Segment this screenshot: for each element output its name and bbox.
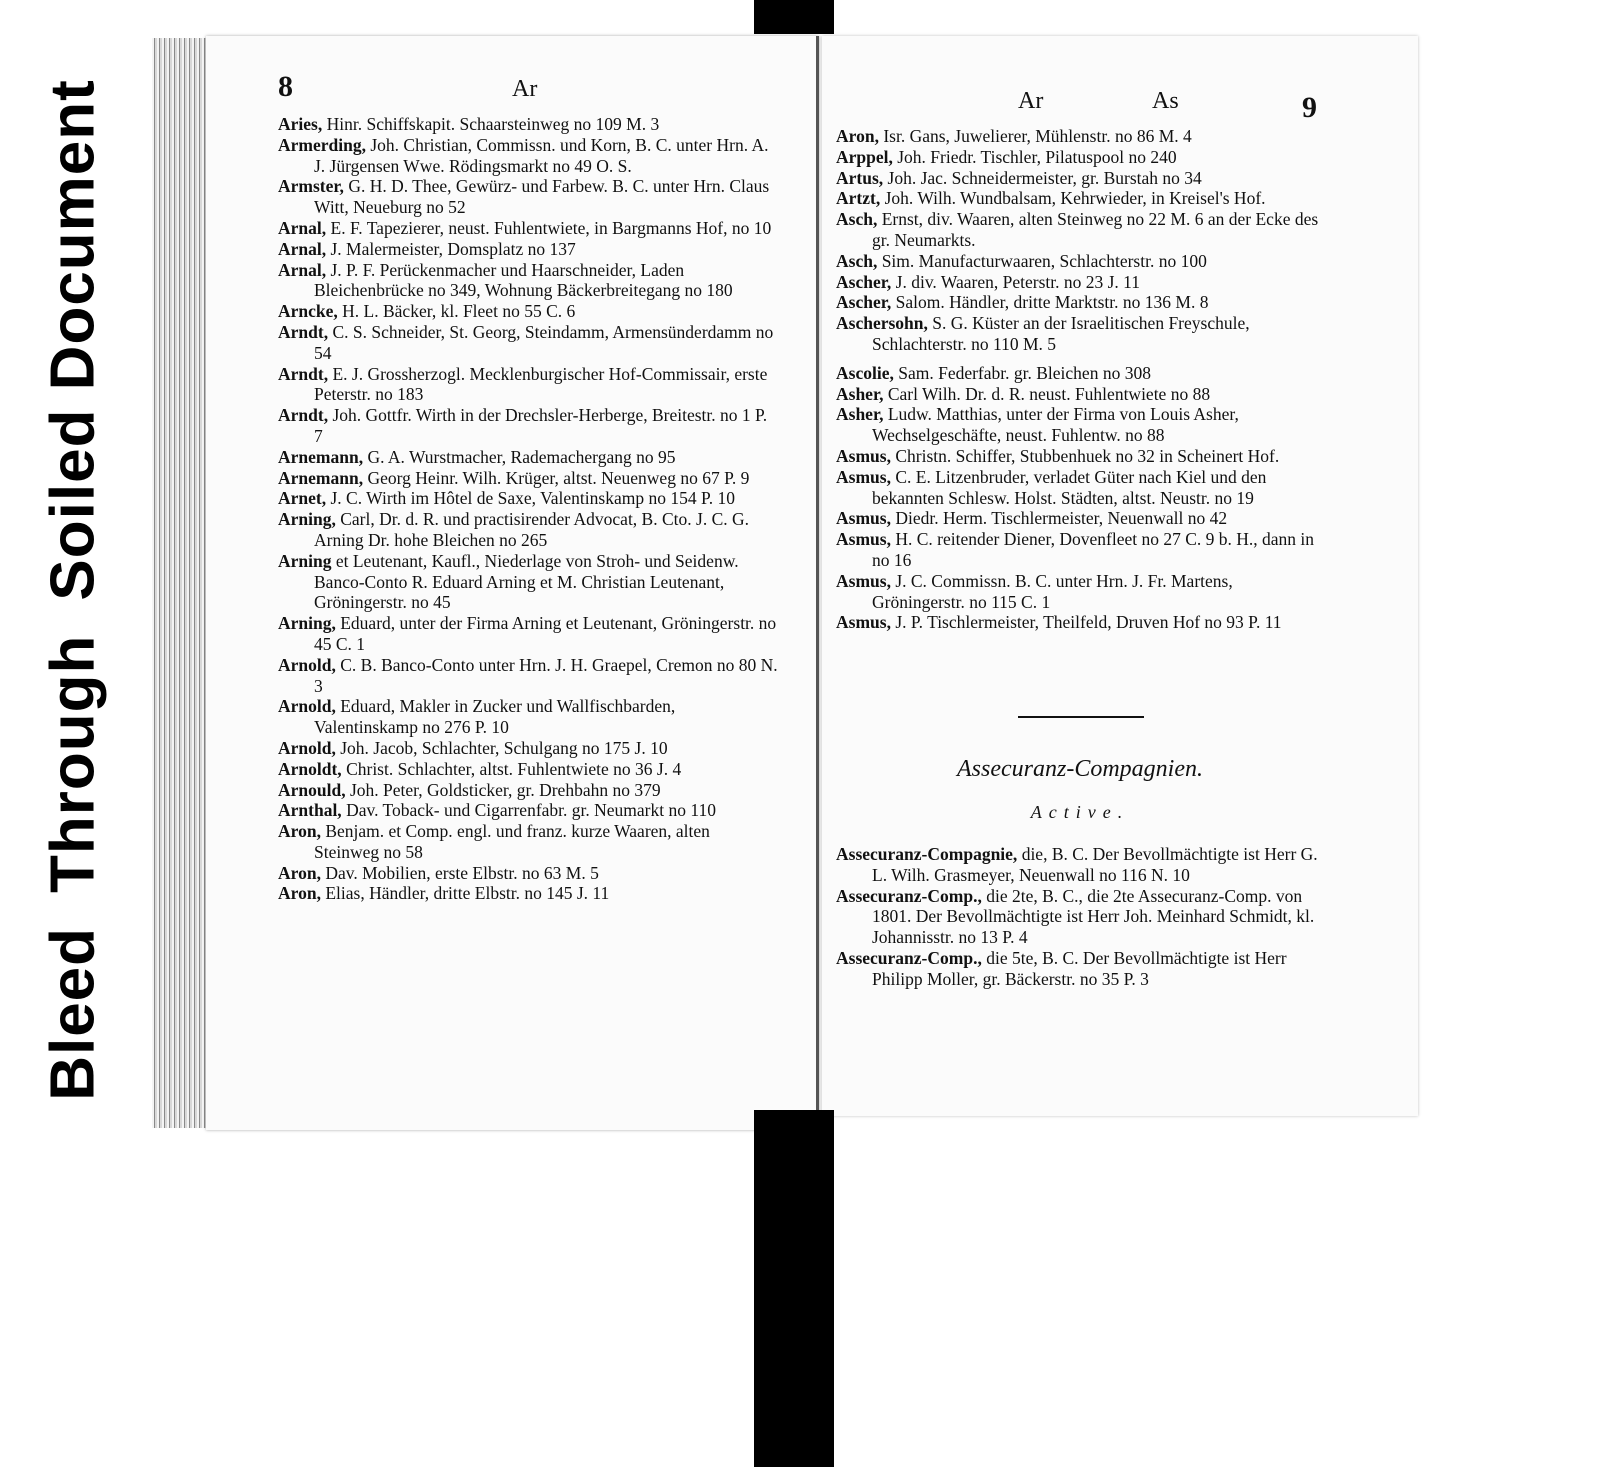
entry-name: Asmus, (836, 466, 891, 487)
directory-entry (836, 384, 1324, 405)
directory-entry (278, 696, 778, 738)
directory-entry (836, 126, 1324, 147)
running-head: Ar (512, 76, 538, 102)
directory-entry (278, 780, 778, 801)
entry-name: Arnoldt, (278, 758, 342, 779)
stamp-word: Through (38, 634, 108, 893)
stamp-word: Soiled Document (38, 79, 108, 601)
entry-name: Asmus, (836, 612, 891, 633)
subsection-title: Active. (1030, 802, 1130, 822)
entry-details: Eduard, unter der Firma Arning et Leutenant, Gröningerstr. no 45 C. 1 (314, 613, 777, 654)
entry-details: Ludw. Matthias, unter der Firma von Louis Asher, Wechselgeschäfte, neust. Fuhlentw. no 88 (872, 404, 1239, 446)
entry-name: Asch, (836, 250, 878, 271)
entry-details: Joh. Jacob, Schlachter, Schulgang no 175 J. 10 (335, 737, 668, 758)
directory-entry (278, 135, 778, 177)
entry-name: Asmus, (836, 508, 891, 529)
directory-entry (836, 272, 1324, 293)
entry-name: Arnal, (278, 238, 327, 259)
entry-name: Arnold, (278, 654, 336, 675)
directory-entry (278, 239, 778, 260)
entry-name: Ascher, (836, 292, 892, 313)
binding-bar-bottom (754, 1110, 834, 1467)
directory-entry (836, 446, 1324, 467)
entry-details: die, B. C. Der Bevollmächtigte ist Herr G. L. Wilh. Grasmeyer, Neuenwall no 116 N. 10 (872, 844, 1318, 885)
entry-details: Carl, Dr. d. R. und practisirender Advocat, B. Cto. J. C. G. Arning Dr. hohe Bleichen no 265 (314, 509, 750, 550)
entry-details: Joh. Friedr. Tischler, Pilatuspool no 240 (892, 146, 1177, 167)
directory-entry (836, 571, 1324, 613)
section-entry-list (836, 844, 1324, 990)
entry-name: Arnould, (278, 779, 346, 800)
entry-details: E. J. Grossherzogl. Mecklenburgischer Hof-Commissair, erste Peterstr. no 183 (314, 363, 768, 405)
entry-name: Assecuranz-Comp., (836, 885, 982, 906)
directory-entry (836, 844, 1324, 886)
directory-entry (278, 863, 778, 884)
entry-name: Arning (278, 550, 332, 571)
entry-details: C. B. Banco-Conto unter Hrn. J. H. Graepel, Cremon no 80 N. 3 (314, 654, 778, 696)
entry-name: Arnthal, (278, 800, 342, 821)
quality-stamp (12, 80, 134, 1100)
entry-details: Joh. Peter, Goldsticker, gr. Drehbahn no 379 (345, 779, 661, 800)
right-page (822, 36, 1418, 1116)
directory-entry (836, 529, 1324, 571)
entry-name: Aries, (278, 114, 323, 134)
entry-details: G. A. Wurstmacher, Rademachergang no 95 (363, 446, 676, 467)
entry-list (278, 114, 778, 904)
entry-details: Salom. Händler, dritte Marktstr. no 136 M. 8 (891, 292, 1209, 313)
page-number: 8 (278, 70, 293, 103)
directory-entry (278, 260, 778, 302)
entry-details: Eduard, Makler in Zucker und Wallfischbarden, Valentinskamp no 276 P. 10 (314, 696, 676, 738)
entry-name: Arnet, (278, 488, 327, 509)
entry-name: Asch, (836, 209, 878, 230)
entry-name: Arppel, (836, 146, 893, 167)
entry-details: J. C. Commissn. B. C. unter Hrn. J. Fr. Martens, Gröningerstr. no 115 C. 1 (872, 570, 1233, 612)
entry-list (836, 126, 1324, 633)
section-rule (1018, 716, 1144, 718)
entry-details: J. C. Wirth im Hôtel de Saxe, Valentinskamp no 154 P. 10 (326, 488, 736, 509)
directory-entry (836, 313, 1324, 355)
directory-entry (278, 322, 778, 364)
directory-entry (278, 218, 778, 239)
entry-details: Hinr. Schiffskapit. Schaarsteinweg no 109 M. 3 (322, 114, 660, 134)
directory-entry (836, 209, 1324, 251)
entry-name: Artus, (836, 167, 884, 188)
entry-name: Armerding, (278, 134, 366, 155)
entry-name: Asher, (836, 404, 884, 425)
left-page (206, 36, 819, 1130)
entry-details: Dav. Toback- und Cigarrenfabr. gr. Neumarkt no 110 (341, 800, 716, 821)
entry-details: H. L. Bäcker, kl. Fleet no 55 C. 6 (337, 301, 576, 322)
directory-entry (278, 447, 778, 468)
entry-details: Elias, Händler, dritte Elbstr. no 145 J. 11 (320, 883, 610, 904)
entry-gap (836, 355, 1324, 363)
entry-name: Ascolie, (836, 362, 894, 383)
stamp-word: Bleed (38, 926, 108, 1101)
directory-entry (836, 251, 1324, 272)
directory-entry (836, 147, 1324, 168)
entry-details: Sim. Manufacturwaaren, Schlachterstr. no 100 (877, 250, 1207, 271)
directory-entry (278, 176, 778, 218)
entry-name: Arncke, (278, 301, 338, 322)
entry-name: Aron, (278, 883, 321, 904)
entry-name: Armster, (278, 176, 344, 197)
entry-name: Asmus, (836, 570, 891, 591)
directory-entry (278, 301, 778, 322)
entry-name: Arnold, (278, 696, 336, 717)
entry-details: G. H. D. Thee, Gewürz- und Farbew. B. C. unter Hrn. Claus Witt, Neueburg no 52 (314, 176, 770, 218)
page-edges (152, 38, 206, 1128)
directory-entry (278, 364, 778, 406)
entry-details: Joh. Christian, Commissn. und Korn, B. C. unter Hrn. A. J. Jürgensen Wwe. Rödingsmarkt no 49 O. S. (314, 134, 769, 176)
entry-name: Arndt, (278, 363, 329, 384)
entry-details: J. Malermeister, Domsplatz no 137 (326, 238, 576, 259)
entry-name: Arndt, (278, 405, 329, 426)
running-head-right: As (1152, 88, 1179, 114)
entry-details: Georg Heinr. Wilh. Krüger, altst. Neuenweg no 67 P. 9 (363, 467, 750, 488)
directory-entry (278, 405, 778, 447)
entry-details: et Leutenant, Kaufl., Niederlage von Stroh- und Seidenw. Banco-Conto R. Eduard Arning et M. Christian Leutenant, Gröningerstr. no 45 (314, 550, 739, 613)
directory-entry (278, 509, 778, 551)
entry-details: Dav. Mobilien, erste Elbstr. no 63 M. 5 (320, 862, 599, 883)
entry-name: Aschersohn, (836, 313, 928, 334)
entry-details: Carl Wilh. Dr. d. R. neust. Fuhlentwiete no 88 (883, 383, 1211, 404)
directory-entry (836, 363, 1324, 384)
directory-entry (836, 886, 1324, 948)
entry-details: die 2te, B. C., die 2te Assecuranz-Comp. von 1801. Der Bevollmächtigte ist Herr Joh. Meinhard Schmidt, kl. Johannisstr. no 13 P. 4 (872, 885, 1315, 948)
entry-details: Joh. Wilh. Wundbalsam, Kehrwieder, in Kreisel's Hof. (880, 188, 1266, 209)
directory-entry (278, 821, 778, 863)
directory-entry (836, 188, 1324, 209)
page-number: 9 (1302, 91, 1317, 124)
entry-name: Assecuranz-Compagnie, (836, 844, 1018, 864)
entry-name: Asher, (836, 383, 884, 404)
entry-details: Joh. Gottfr. Wirth in der Drechsler-Herberge, Breitestr. no 1 P. 7 (314, 405, 768, 446)
entry-details: C. S. Schneider, St. Georg, Steindamm, Armensünderdamm no 54 (314, 321, 774, 363)
entry-name: Arnold, (278, 737, 336, 758)
entry-details: die 5te, B. C. Der Bevollmächtigte ist Herr Philipp Moller, gr. Bäckerstr. no 35 P. 3 (872, 947, 1287, 989)
entry-name: Aron, (278, 821, 321, 842)
directory-entry (278, 883, 778, 904)
directory-entry (278, 613, 778, 655)
running-head-left: Ar (1018, 88, 1044, 114)
entry-name: Assecuranz-Comp., (836, 947, 982, 968)
directory-entry (836, 168, 1324, 189)
entry-details: E. F. Tapezierer, neust. Fuhlentwiete, in Bargmanns Hof, no 10 (326, 217, 772, 238)
directory-entry (278, 551, 778, 613)
entry-details: Ernst, div. Waaren, alten Steinweg no 22 M. 6 an der Ecke des gr. Neumarkts. (872, 209, 1319, 250)
entry-name: Arnal, (278, 217, 327, 238)
entry-details: Joh. Jac. Schneidermeister, gr. Burstah no 34 (883, 167, 1202, 188)
entry-details: J. div. Waaren, Peterstr. no 23 J. 11 (891, 271, 1141, 292)
entry-name: Asmus, (836, 529, 891, 550)
entry-details: J. P. F. Perückenmacher und Haarschneider, Laden Bleichenbrücke no 349, Wohnung Bäckerbreitegang no 180 (314, 259, 733, 301)
entry-details: J. P. Tischlermeister, Theilfeld, Druven Hof no 93 P. 11 (890, 612, 1282, 633)
directory-entry (836, 508, 1324, 529)
binding-bar-top (754, 0, 834, 34)
entry-name: Aron, (836, 126, 879, 146)
entry-details: Benjam. et Comp. engl. und franz. kurze Waaren, alten Steinweg no 58 (314, 821, 710, 862)
directory-entry (836, 612, 1324, 633)
directory-entry (278, 759, 778, 780)
directory-entry (278, 114, 778, 135)
entry-name: Arnemann, (278, 467, 364, 488)
entry-details: S. G. Küster an der Israelitischen Freyschule, Schlachterstr. no 110 M. 5 (872, 313, 1250, 354)
entry-details: C. E. Litzenbruder, verladet Güter nach Kiel und den bekannten Schlesw. Holst. Städten, altst. Neustr. no 19 (872, 466, 1267, 508)
entry-name: Ascher, (836, 271, 892, 292)
entry-name: Arnal, (278, 259, 327, 280)
entry-name: Arning, (278, 509, 336, 530)
stamp-text (38, 79, 109, 1101)
directory-entry (836, 292, 1324, 313)
directory-entry (278, 800, 778, 821)
entry-name: Aron, (278, 862, 321, 883)
section-title: Assecuranz-Compagnien. (957, 756, 1203, 782)
entry-details: H. C. reitender Diener, Dovenfleet no 27 C. 9 b. H., dann in no 16 (872, 529, 1315, 570)
entry-name: Arning, (278, 613, 336, 634)
entry-details: Christn. Schiffer, Stubbenhuek no 32 in Scheinert Hof. (890, 445, 1280, 466)
directory-entry (836, 467, 1324, 509)
directory-entry (278, 655, 778, 697)
directory-entry (278, 468, 778, 489)
entry-details: Diedr. Herm. Tischlermeister, Neuenwall no 42 (890, 508, 1228, 529)
directory-entry (278, 738, 778, 759)
entry-details: Isr. Gans, Juwelierer, Mühlenstr. no 86 M. 4 (878, 126, 1192, 146)
entry-details: Christ. Schlachter, altst. Fuhlentwiete no 36 J. 4 (341, 758, 682, 779)
directory-entry (836, 948, 1324, 990)
entry-name: Asmus, (836, 445, 891, 466)
directory-entry (836, 404, 1324, 446)
entry-name: Arnemann, (278, 446, 364, 467)
entry-details: Sam. Federfabr. gr. Bleichen no 308 (893, 362, 1151, 383)
entry-name: Arndt, (278, 321, 329, 342)
directory-entry (278, 488, 778, 509)
entry-name: Artzt, (836, 188, 881, 209)
